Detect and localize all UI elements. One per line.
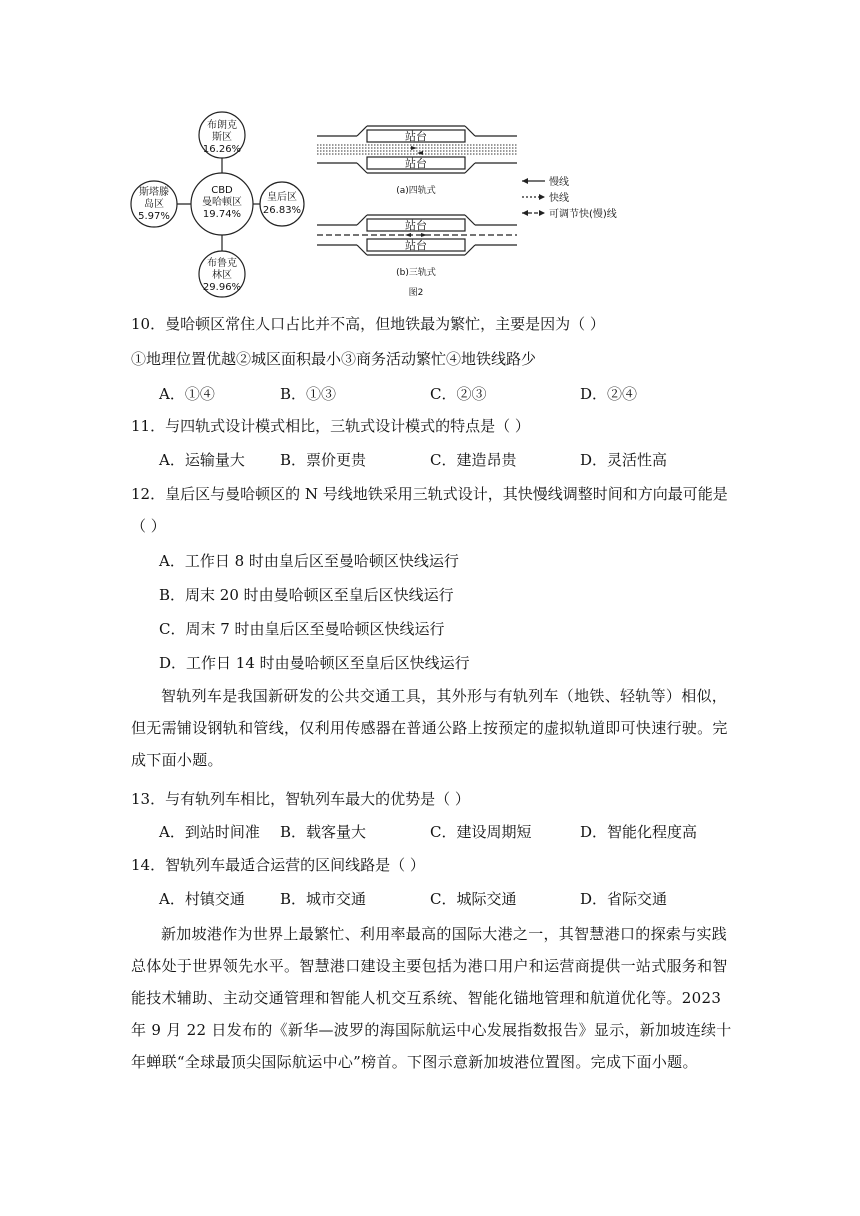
passage-smart-rail: 智轨列车是我国新研发的公共交通工具，其外形与有轨列车（地铁、轻轨等）相似，但无需铺设钢轨和管线，仅利用传感器在普通公路上按预定的虚拟轨道即可快速行驶。完成下面小题。 (131, 687, 728, 769)
q14-option-a[interactable]: A．村镇交通 (159, 890, 245, 908)
svg-text:5.97%: 5.97% (138, 211, 170, 222)
svg-text:林区: 林区 (212, 270, 232, 281)
svg-text:26.83%: 26.83% (262, 205, 302, 216)
legend-slow: 慢线 (549, 177, 569, 188)
q14-option-d[interactable]: D．省际交通 (580, 890, 668, 908)
q11-option-c[interactable]: C．建造昂贵 (430, 451, 517, 469)
q11-option-b[interactable]: B．票价更贵 (280, 451, 367, 469)
question-12-stem-cont: （ ） (131, 517, 166, 535)
caption-four-track: (a)四轨式 (396, 186, 436, 196)
svg-text:曼哈顿区: 曼哈顿区 (202, 197, 242, 208)
question-10-stem: 10．曼哈顿区常住人口占比并不高，但地铁最为繁忙，主要是因为（ ） (131, 315, 605, 333)
svg-text:19.74%: 19.74% (202, 209, 242, 220)
q14-option-b[interactable]: B．城市交通 (280, 890, 367, 908)
svg-text:16.26%: 16.26% (202, 144, 242, 155)
svg-text:站台: 站台 (405, 239, 427, 252)
q13-option-a[interactable]: A．到站时间准 (159, 823, 260, 841)
figure-2-svg (125, 108, 645, 303)
q10-option-b[interactable]: B．①③ (280, 385, 337, 403)
district-manhattan (191, 173, 253, 235)
q10-option-c[interactable]: C．②③ (430, 385, 487, 403)
svg-text:CBD: CBD (211, 185, 233, 196)
svg-text:站台: 站台 (405, 157, 427, 170)
district-queens (260, 182, 304, 226)
q14-option-c[interactable]: C．城际交通 (430, 890, 517, 908)
legend (522, 175, 617, 220)
caption-three-track: (b)三轨式 (396, 268, 436, 278)
question-13-stem: 13．与有轨列车相比，智轨列车最大的优势是（ ） (131, 790, 470, 808)
svg-text:斯塔滕: 斯塔滕 (139, 187, 169, 198)
question-10-statements: ①地理位置优越②城区面积最小③商务活动繁忙④地铁线路少 (131, 350, 537, 368)
q12-option-b[interactable]: B．周末 20 时由曼哈顿区至皇后区快线运行 (159, 586, 454, 604)
q11-option-a[interactable]: A．运输量大 (159, 451, 245, 469)
svg-text:29.96%: 29.96% (202, 282, 242, 293)
q10-option-a[interactable]: A．①④ (159, 385, 215, 403)
figure-title: 图2 (408, 288, 424, 298)
diagram-three-track (317, 215, 517, 298)
q10-option-d[interactable]: D．②④ (580, 385, 638, 403)
svg-text:皇后区: 皇后区 (267, 192, 297, 203)
q13-option-d[interactable]: D．智能化程度高 (580, 823, 698, 841)
question-11-stem: 11．与四轨式设计模式相比，三轨式设计模式的特点是（ ） (131, 417, 530, 435)
figure-2 (125, 108, 645, 303)
svg-text:站台: 站台 (405, 130, 427, 143)
svg-text:斯区: 斯区 (212, 132, 232, 143)
diagram-four-track (317, 126, 517, 196)
legend-adjustable: 可调节快(慢)线 (549, 209, 617, 220)
q12-option-d[interactable]: D．工作日 14 时由曼哈顿区至皇后区快线运行 (159, 654, 470, 672)
svg-text:布朗克: 布朗克 (207, 120, 237, 131)
q13-option-c[interactable]: C．建设周期短 (430, 823, 532, 841)
q12-option-a[interactable]: A．工作日 8 时由皇后区至曼哈顿区快线运行 (159, 552, 459, 570)
svg-text:站台: 站台 (405, 219, 427, 232)
q13-option-b[interactable]: B．载客量大 (280, 823, 367, 841)
passage-singapore-port: 新加坡港作为世界上最繁忙、利用率最高的国际大港之一，其智慧港口的探索与实践总体处于世界领先水平。智慧港口建设主要包括为港口用户和运营商提供一站式服务和智能技术辅助、主动交通管理和智能人机交互系统、智能化锚地管理和航道优化等。2023 年 9 月 22 日发布的《新华—波罗的海国际航运中心发展指数报告》显示，新加坡连续十年蝉联“全球最顶尖国际航运中心”榜首。下图示意新加坡港位置图。完成下面小题。 (131, 925, 732, 1071)
district-staten-island (131, 181, 177, 227)
question-14-stem: 14．智轨列车最适合运营的区间线路是（ ） (131, 856, 425, 874)
q11-option-d[interactable]: D．灵活性高 (580, 451, 668, 469)
legend-fast: 快线 (549, 193, 569, 204)
q12-option-c[interactable]: C．周末 7 时由皇后区至曼哈顿区快线运行 (159, 620, 445, 638)
district-brooklyn (199, 251, 245, 297)
svg-text:岛区: 岛区 (144, 199, 164, 210)
district-bronx (199, 112, 245, 158)
svg-text:布鲁克: 布鲁克 (207, 258, 237, 269)
question-12-stem: 12．皇后区与曼哈顿区的 N 号线地铁采用三轨式设计，其快慢线调整时间和方向最可能是 (131, 485, 728, 503)
